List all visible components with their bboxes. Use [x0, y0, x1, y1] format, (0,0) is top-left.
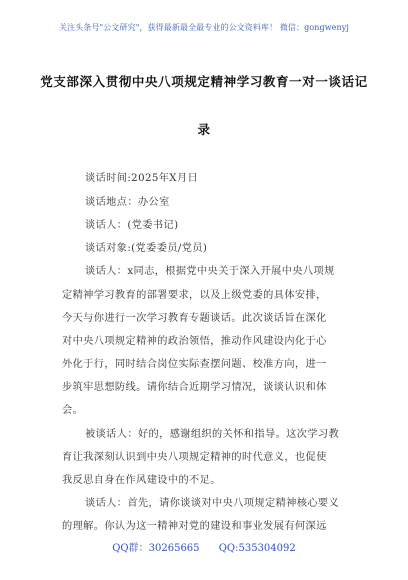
paragraph-line: 今天与你进行一次学习教育专题谈话。此次谈话旨在深化	[62, 313, 327, 324]
footer	[0, 539, 408, 554]
paragraph-line: 的理解。你认为这一精神对党的建设和事业发展有何深远	[62, 521, 327, 532]
document-title-continued: 录	[197, 122, 211, 137]
meta-time: 谈话时间:2025年X月日	[85, 173, 199, 184]
meta-speaker: 谈话人：(党委书记)	[85, 220, 179, 231]
meta-target: 谈话对象:(党委委员/党员)	[85, 243, 208, 254]
document-title: 党支部深入贯彻中央八项规定精神学习教育一对一谈话记	[40, 74, 368, 89]
footer-qq-group: QQ群：30265665	[112, 543, 200, 554]
paragraph-line: 育让我深刻认识到中央八项规定精神的时代意义，也促使	[62, 452, 327, 463]
meta-place: 谈话地点：办公室	[85, 197, 170, 208]
footer-qq: QQ:535304092	[218, 543, 296, 554]
paragraph-line: 被谈话人：好的，感谢组织的关怀和指导。这次学习教	[85, 429, 340, 440]
paragraph-line: 外化于行，同时结合岗位实际查摆问题、校准方向，进一	[62, 359, 327, 370]
paragraph-line: 谈话人：x同志，根据党中央关于深入开展中央八项规	[85, 266, 335, 277]
paragraph-line: 定精神学习教育的部署要求，以及上级党委的具体安排，	[62, 290, 327, 301]
paragraph-line: 步筑牢思想防线。请你结合近期学习情况，谈谈认识和体	[62, 382, 327, 393]
paragraph-line: 对中央八项规定精神的政治领悟，推动作风建设内化于心	[62, 336, 327, 347]
paragraph-line: 谈话人：首先，请你谈谈对中央八项规定精神核心要义	[85, 498, 340, 509]
paragraph-line: 会。	[62, 405, 84, 416]
header-banner: 关注头条号"公文研究"，获得最新最全最专业的公文资料库！ 微信：gongwenyj	[59, 23, 349, 32]
paragraph-line: 我反思自身在作风建设中的不足。	[62, 475, 221, 486]
